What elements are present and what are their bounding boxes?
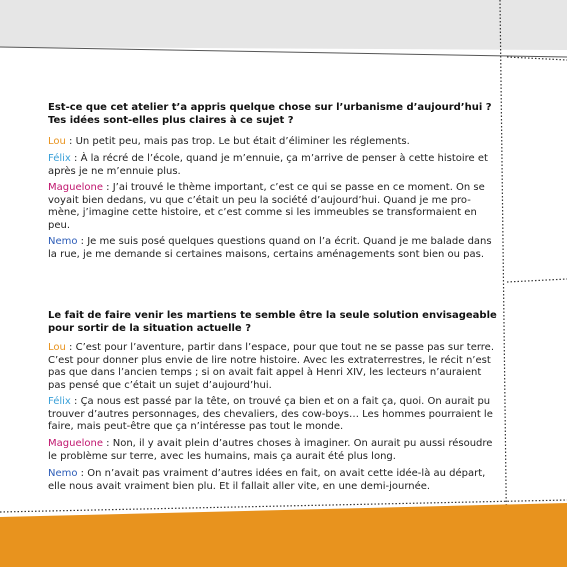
- fold-line-top: [507, 57, 567, 60]
- answer-text: J’ai trouvé le thème important, c’est ce qui se passe en ce moment. On se voyait bien dedans, vu que c’était un peu la société d’aujourd’hui. Quand je me pro-mène, j’imagine cette histoire, et c’est comme si les immeubles se transformaient en peu.: [48, 182, 485, 231]
- answer-text: Un petit peu, mais pas trop. Le but était d’éliminer les réglements.: [75, 136, 410, 147]
- question-1: Est-ce que cet atelier t’a appris quelque chose sur l’urbanisme d’aujourd’hui ? Tes idées sont-elles plus claires à ce sujet ?: [48, 102, 492, 126]
- speaker-name: Félix: [48, 153, 71, 164]
- speaker-name: Maguelone: [48, 438, 103, 449]
- speaker-name: Félix: [48, 396, 71, 407]
- question-2: Le fait de faire venir les martiens te semble être la seule solution envisageable pour sortir de la situation actuelle ?: [48, 310, 497, 334]
- answer-text: À la récré de l’école, quand je m’ennuie, ça m’arrive de penser à cette histoire et après je ne m’ennuie plus.: [48, 153, 488, 177]
- answer-felix-2: Félix : Ça nous est passé par la tête, on trouvé ça bien et on a fait ça, quoi. On aurait pu trouver d’autres personnages, des chevaliers, des cow-boys… Les hommes pourraient le faire, mais peut-être que ça n’intéresse pas tout le monde.: [48, 396, 493, 432]
- answer-text: On n’avait pas vraiment d’autres idées en fait, on avait cette idée-là au départ, elle nous avait vraiment bien plu. Et il fallait aller vite, en une demi-journée.: [48, 468, 486, 492]
- answer-felix-1: Félix : À la récré de l’école, quand je m’ennuie, ça m’arrive de penser à cette histoire et après je ne m’ennuie plus.: [48, 153, 488, 177]
- answer-maguelone-2: Maguelone : Non, il y avait plein d’autres choses à imaginer. On aurait pu aussi résoudre le problème sur terre, avec les humains, mais ça aurait été plus long.: [48, 438, 493, 462]
- header-band: [0, 0, 567, 50]
- answer-maguelone-1: Maguelone : J’ai trouvé le thème important, c’est ce qui se passe en ce moment. On se voyait bien dedans, vu que c’était un peu la société d’aujourd’hui. Quand je me pro-mène, j’imagine cette histoire, et c’est comme si les immeubles se transformaient en peu.: [48, 182, 485, 231]
- answer-text: C’est pour l’aventure, partir dans l’espace, pour que tout ne se passe pas sur terre. C’est pour donner plus envie de lire notre histoire. Avec les extraterrestres, le récit n’est pas que dans l’ancien temps ; si on avait fait appel à Henri XIV, les lecteurs n’auraient pas pensé que c’était un sujet d’aujourd’hui.: [48, 342, 495, 391]
- footer-band: [0, 503, 567, 567]
- answer-text: Non, il y avait plein d’autres choses à imaginer. On aurait pu aussi résoudre le problème sur terre, avec les humains, mais ça aurait été plus long.: [48, 438, 493, 462]
- speaker-name: Maguelone: [48, 182, 103, 193]
- fold-line-vertical: [500, 0, 507, 567]
- answer-nemo-2: Nemo : On n’avait pas vraiment d’autres idées en fait, on avait cette idée-là au départ, elle nous avait vraiment bien plu. Et il fallait aller vite, en une demi-journée.: [48, 468, 486, 492]
- answer-nemo-1: Nemo : Je me suis posé quelques questions quand on l’a écrit. Quand je me balade dans la rue, je me demande si certaines maisons, certains aménagements sont bien ou pas.: [48, 236, 492, 260]
- fold-line-bottom: [507, 279, 567, 282]
- answer-text: Ça nous est passé par la tête, on trouvé ça bien et on a fait ça, quoi. On aurait pu trouver d’autres personnages, des chevaliers, des cow-boys… Les hommes pourraient le faire, mais peut-être que ça n’intéresse pas tout le monde.: [48, 396, 493, 432]
- answer-text: Je me suis posé quelques questions quand on l’a écrit. Quand je me balade dans la rue, je me demande si certaines maisons, certains aménagements sont bien ou pas.: [48, 236, 492, 260]
- answer-lou-1: Lou : Un petit peu, mais pas trop. Le but était d’éliminer les réglements.: [48, 136, 410, 147]
- speaker-name: Lou: [48, 342, 66, 353]
- answer-lou-2: Lou : C’est pour l’aventure, partir dans l’espace, pour que tout ne se passe pas sur terre. C’est pour donner plus envie de lire notre histoire. Avec les extraterrestres, le récit n’est pas que dans l’ancien temps ; si on avait fait appel à Henri XIV, les lecteurs n’auraient pas pensé que c’était un sujet d’aujourd’hui.: [48, 342, 495, 391]
- speaker-name: Nemo: [48, 468, 78, 479]
- speaker-name: Nemo: [48, 236, 78, 247]
- speaker-name: Lou: [48, 136, 66, 147]
